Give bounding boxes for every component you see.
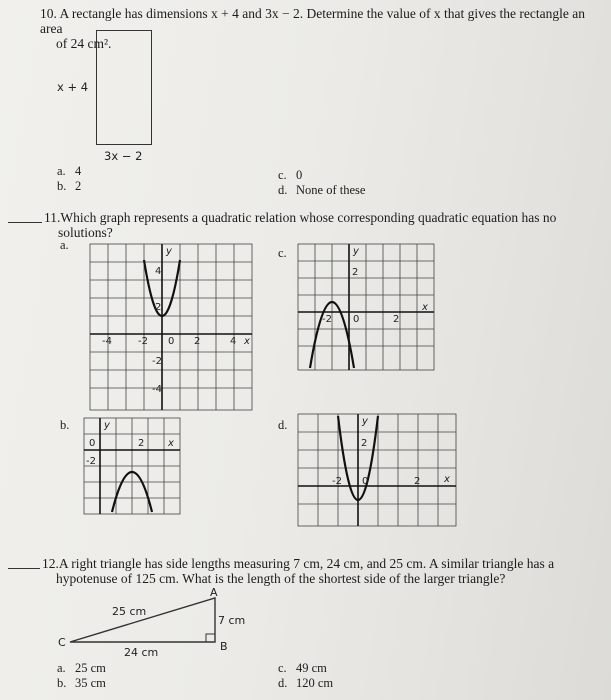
- graph-b-grid: [84, 418, 180, 514]
- graph-a-x-label: x: [244, 336, 250, 347]
- vertex-a-label: A: [210, 588, 218, 599]
- q12-line1: 12.A right triangle has side lengths measuring 7 cm, 24 cm, and 25 cm. A similar triangle has a: [42, 556, 555, 571]
- graph-a-grid: [90, 244, 252, 410]
- graph-b-label: b.: [60, 418, 70, 432]
- q10-option-c[interactable]: c. 0: [278, 168, 303, 182]
- right-angle-marker: [206, 634, 215, 642]
- q10-option-a[interactable]: a. 4: [57, 164, 82, 178]
- q11-line2: solutions?: [58, 225, 113, 240]
- graph-a-tick-y0: 4: [155, 266, 162, 277]
- graph-a-y-label: y: [166, 246, 172, 257]
- q10-line1: A rectangle has dimensions x + 4 and 3x − 2. Determine the value of x that gives the rectangle an area: [40, 6, 585, 36]
- q12-option-d[interactable]: d. 120 cm: [278, 676, 334, 690]
- q12-option-c[interactable]: c. 49 cm: [278, 661, 327, 675]
- graph-c-tick-x1: 0: [353, 314, 360, 325]
- graph-b-x-label: x: [168, 438, 174, 449]
- vertical-side-label: 7 cm: [218, 614, 246, 627]
- q12-text: [42, 556, 607, 586]
- graph-c-tick-x0: -2: [322, 314, 332, 325]
- q11-line1: 11.Which graph represents a quadratic relation whose corresponding quadratic equation has no: [44, 210, 557, 225]
- graph-c[interactable]: [296, 240, 438, 374]
- graph-a[interactable]: [80, 240, 262, 416]
- graph-d-label: d.: [278, 418, 288, 432]
- q12-line2: hypotenuse of 125 cm. What is the length of the shortest side of the larger triangle?: [56, 571, 506, 586]
- graph-d-x-label: x: [444, 474, 450, 485]
- graph-d-tick-x0: -2: [332, 476, 342, 487]
- rectangle-side-label: x + 4: [57, 80, 89, 94]
- graph-a-tick-y3: -4: [152, 384, 162, 395]
- graph-b-y-label: y: [104, 420, 110, 431]
- q10-line2: of 24 cm².: [56, 36, 112, 51]
- q12-option-a[interactable]: a. 25 cm: [57, 661, 106, 675]
- graph-c-x-label: x: [422, 302, 428, 313]
- graph-a-tick-y2: -2: [152, 356, 162, 367]
- graph-b-tick-x1: 2: [138, 438, 145, 449]
- graph-c-y-label: y: [353, 246, 359, 257]
- graph-a-tick-x1: -2: [138, 336, 148, 347]
- graph-c-grid: [298, 244, 434, 370]
- triangle-figure: [50, 588, 250, 662]
- q10-number: 10.: [40, 6, 57, 21]
- graph-d-tick-x1: 0: [362, 476, 369, 487]
- vertex-c-label: C: [58, 636, 66, 649]
- rectangle-figure: [96, 30, 152, 145]
- graph-b[interactable]: [80, 416, 184, 518]
- base-side-label: 24 cm: [124, 646, 159, 659]
- q12-option-b[interactable]: b. 35 cm: [57, 676, 106, 690]
- graph-a-tick-x4: 4: [230, 336, 237, 347]
- rectangle-bottom-label: 3x − 2: [104, 149, 143, 163]
- vertex-b-label: B: [220, 640, 228, 653]
- graph-a-tick-x0: -4: [102, 336, 112, 347]
- graph-a-tick-x3: 2: [194, 336, 201, 347]
- q10-option-b[interactable]: b. 2: [57, 179, 82, 193]
- graph-b-tick-x0: 0: [89, 438, 96, 449]
- q11-text: [44, 210, 604, 240]
- graph-a-tick-y1: 2: [155, 302, 162, 313]
- q12-answer-blank[interactable]: [8, 568, 40, 569]
- graph-c-tick-y0: 2: [352, 267, 359, 278]
- hypotenuse-label: 25 cm: [112, 605, 147, 618]
- graph-a-label: a.: [60, 238, 69, 252]
- graph-d[interactable]: [296, 410, 460, 530]
- graph-c-tick-x2: 2: [393, 314, 400, 325]
- graph-b-tick-y0: -2: [86, 456, 96, 467]
- q10-option-d[interactable]: d. None of these: [278, 183, 366, 197]
- graph-d-y-label: y: [362, 416, 368, 427]
- graph-d-tick-x2: 2: [414, 476, 421, 487]
- q11-answer-blank[interactable]: [8, 222, 42, 223]
- graph-a-tick-x2: 0: [168, 336, 175, 347]
- graph-d-tick-y0: 2: [361, 438, 368, 449]
- graph-c-label: c.: [278, 246, 287, 260]
